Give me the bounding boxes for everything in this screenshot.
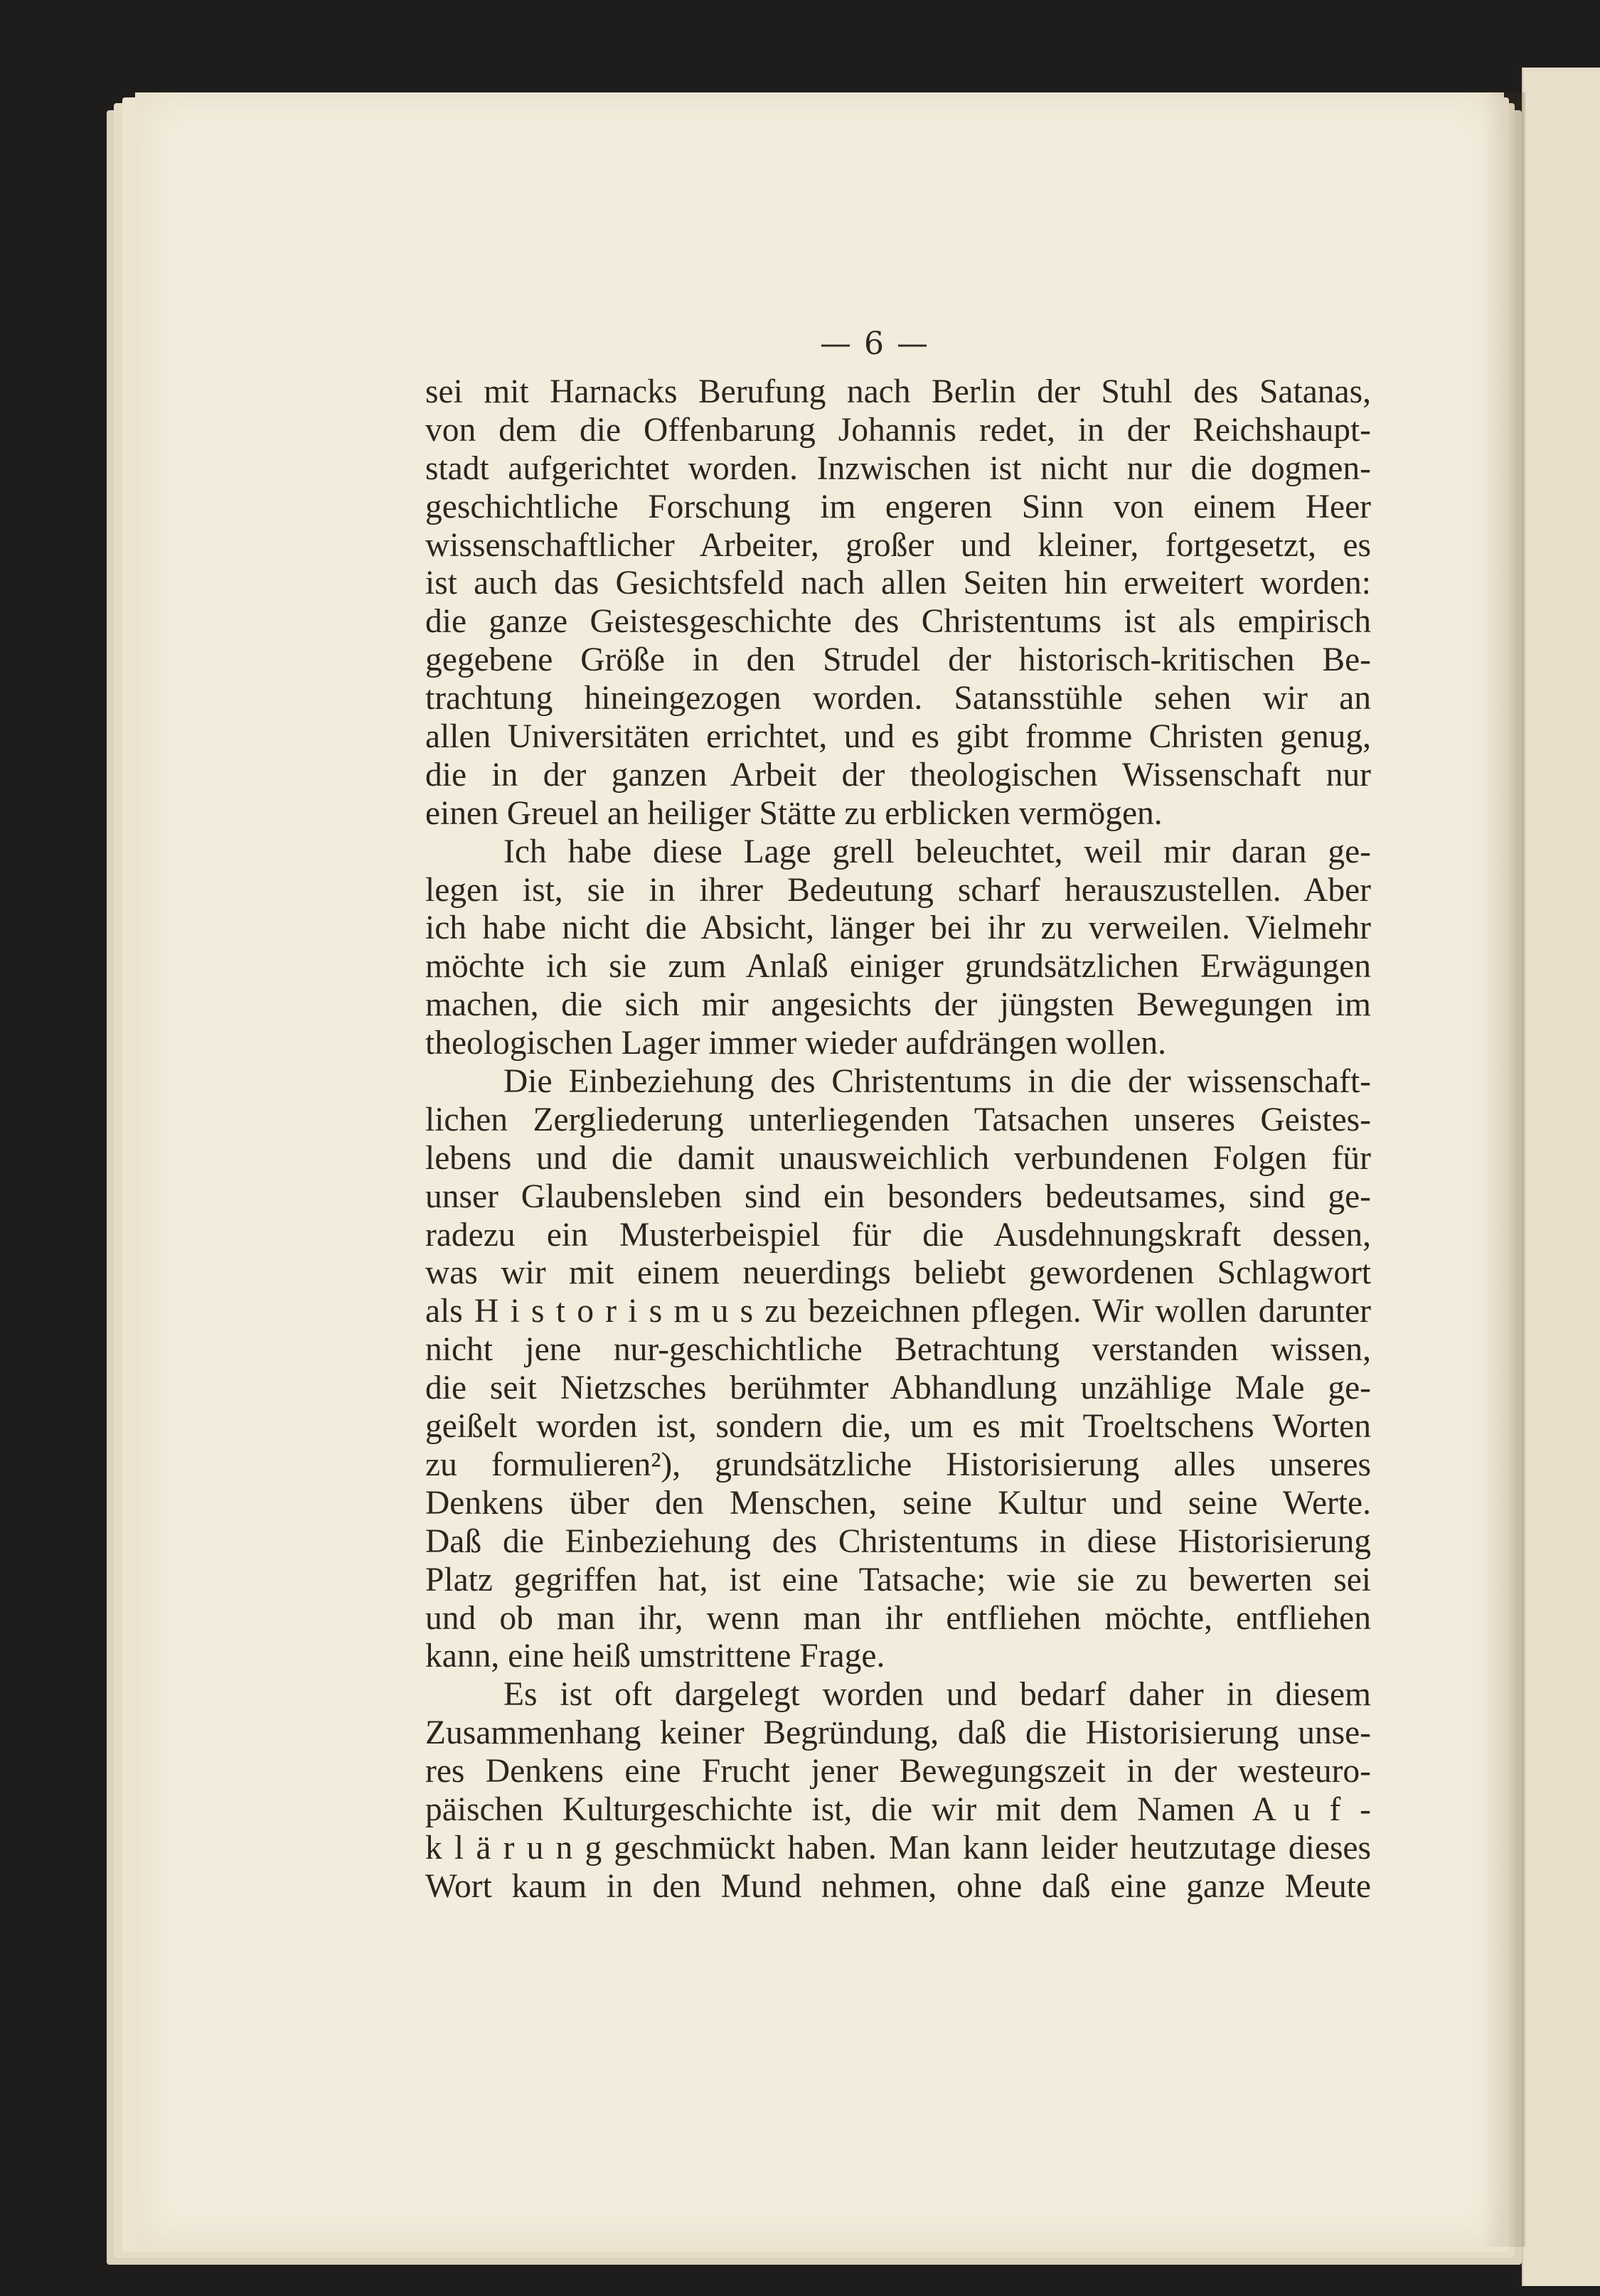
text-line: legen ist, sie in ihrer Bedeutung scharf herauszustellen. Aber (425, 871, 1371, 909)
text-line: Wort kaum in den Mund nehmen, ohne daß eine ganze Meute (425, 1867, 1371, 1905)
gutter-shadow (1483, 92, 1525, 2247)
text-line: Ich habe diese Lage grell beleuchtet, weil mir daran ge- (503, 833, 1371, 870)
text-line: trachtung hineingezogen worden. Satansstühle sehen wir an (425, 680, 1371, 717)
body-text (425, 373, 1371, 1906)
text-line: allen Universitäten errichtet, und es gibt fromme Christen genug, (425, 718, 1371, 756)
text-line: unser Glaubensleben sind ein besonders bedeutsames, sind ge- (425, 1178, 1371, 1215)
text-line: päischen Kulturgeschichte ist, die wir mit dem Namen A u f - (425, 1790, 1371, 1828)
text-line: res Denkens eine Frucht jener Bewegungszeit in der westeuro- (425, 1753, 1371, 1790)
page-number: — 6 — (820, 326, 929, 362)
text-line: radezu ein Musterbeispiel für die Ausdehnungskraft dessen, (425, 1216, 1371, 1254)
adjacent-page (1522, 68, 1600, 2286)
text-line: kann, eine heiß umstrittene Frage. (425, 1638, 885, 1675)
text-line: Zusammenhang keiner Begründung, daß die Historisierung unse- (425, 1714, 1371, 1752)
text-line: Die Einbeziehung des Christentums in die der wissenschaft- (503, 1063, 1371, 1101)
text-line: die in der ganzen Arbeit der theologischen Wissenschaft nur (425, 756, 1371, 794)
text-line: theologischen Lager immer wieder aufdrängen wollen. (425, 1025, 1166, 1062)
text-line: sei mit Harnacks Berufung nach Berlin der Stuhl des Satanas, (425, 373, 1371, 410)
text-line: geschichtliche Forschung im engeren Sinn von einem Heer (425, 488, 1371, 525)
text-line: die seit Nietzsches berühmter Abhandlung unzählige Male ge- (425, 1369, 1371, 1407)
text-line: als H i s t o r i s m u s zu bezeichnen pflegen. Wir wollen darunter (425, 1293, 1371, 1330)
text-line: zu formulieren²), grundsätzliche Historisierung alles unseres (425, 1446, 1371, 1483)
text-line: stadt aufgerichtet worden. Inzwischen ist nicht nur die dogmen- (425, 449, 1371, 487)
text-line: Es ist oft dargelegt worden und bedarf daher in diesem (503, 1676, 1371, 1714)
text-line: machen, die sich mir angesichts der jüngsten Bewegungen im (425, 986, 1371, 1024)
text-line: die ganze Geistesgeschichte des Christentums ist als empirisch (425, 603, 1371, 641)
text-line: Denkens über den Menschen, seine Kultur und seine Werte. (425, 1484, 1371, 1522)
text-line: wissenschaftlicher Arbeiter, großer und kleiner, fortgesetzt, es (425, 526, 1371, 564)
text-line: von dem die Offenbarung Johannis redet, in der Reichshaupt- (425, 411, 1371, 449)
text-line: was wir mit einem neuerdings beliebt gewordenen Schlagwort (425, 1254, 1371, 1292)
text-line: lebens und die damit unausweichlich verbundenen Folgen für (425, 1139, 1371, 1177)
text-line: möchte ich sie zum Anlaß einiger grundsätzlichen Erwägungen (425, 948, 1371, 986)
text-line: ich habe nicht die Absicht, länger bei ihr zu verweilen. Vielmehr (425, 909, 1371, 947)
text-line: einen Greuel an heiliger Stätte zu erblicken vermögen. (425, 794, 1163, 832)
text-line: Daß die Einbeziehung des Christentums in diese Historisierung (425, 1522, 1371, 1560)
text-line: geißelt worden ist, sondern die, um es mit Troeltschens Worten (425, 1408, 1371, 1446)
text-line: ist auch das Gesichtsfeld nach allen Seiten hin erweitert worden: (425, 565, 1371, 602)
text-line: lichen Zergliederung unterliegenden Tatsachen unseres Geistes- (425, 1101, 1371, 1138)
text-line: Platz gegriffen hat, ist eine Tatsache; wie sie zu bewerten sei (425, 1561, 1371, 1598)
text-line: k l ä r u n g geschmückt haben. Man kann leider heutzutage dieses (425, 1829, 1371, 1867)
text-line: nicht jene nur-geschichtliche Betrachtung verstanden wissen, (425, 1331, 1371, 1369)
text-line: gegebene Größe in den Strudel der historisch-kritischen Be- (425, 641, 1371, 679)
text-line: und ob man ihr, wenn man ihr entfliehen möchte, entfliehen (425, 1599, 1371, 1637)
